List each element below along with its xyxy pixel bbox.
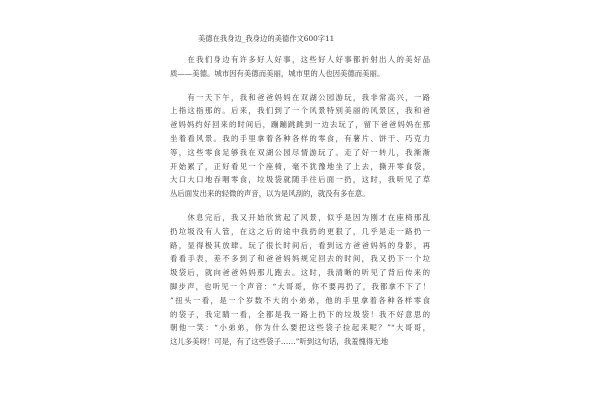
- text-line: 朝他一笑：“小弟弟，你为什么要把这些袋子捡起来呢？”“大哥哥，: [170, 323, 430, 333]
- text-line: 丛后面发出来的轻微的声音，以为是风刮的，就没有多在意。: [170, 189, 370, 199]
- text-line: 在我们身边有许多好人好事，这些好人好事都折射出人的美好品: [170, 55, 430, 64]
- paragraph: [170, 211, 430, 349]
- text-line: 休息完后，我又开始欣赏起了风景，似乎是因为刚才在座椅那乱: [170, 212, 430, 222]
- text-line: 看看手表，差不多到了和爸爸妈妈规定回去的时间，我又扔下一个垃: [170, 254, 430, 264]
- text-line: 上指这指那的。后来，我们到了一个风景特别美丽的风景区，我和爸: [170, 106, 430, 116]
- paragraph: [170, 53, 430, 81]
- text-line: 质——美德。城市因有美德而美丽，城市里的人也因美德而美丽。: [170, 68, 385, 78]
- document-title: 美德在我身边_我身边的美德作文600字11: [198, 34, 335, 43]
- text-line: 大口大口地吞咽零食，垃圾袋就随手往后面一扔，这时，我听见了草: [170, 175, 430, 185]
- text-line: 路，显得极其放肆。玩了很长时间后，看到远方爸爸妈妈的身影，再: [170, 240, 430, 250]
- text-line: 等，这些零食足够我在双湖公园尽情游玩了。走了好一转儿，我渐渐: [170, 147, 430, 157]
- document-body: [170, 53, 430, 349]
- paragraph: [170, 91, 430, 201]
- text-line: 脚步声，也听见一个声音：“大哥哥，你不要再扔了，我都拿不下了！: [170, 281, 430, 291]
- text-line: 这儿多美呀！可是，有了这些袋子……”听到这句话，我羞愧得无地: [170, 337, 389, 347]
- text-line: ”扭头一看，是一个岁数不大的小弟弟，他的手里拿着各种各样零食: [170, 295, 430, 305]
- text-line: 爸妈妈约好回来的时间后，蹦蹦跳跳到一边去玩了，留下爸爸妈妈在那: [170, 120, 430, 130]
- text-line: 有一天下午，我和爸爸妈妈在双湖公园游玩，我非常高兴，一路: [170, 92, 430, 102]
- text-line: 的袋子，我定睛一看，全都是我一路上扔下的垃圾袋！我不好意思的: [170, 309, 430, 319]
- text-line: 扔垃圾没有人管，在这之后的途中我扔的更狠了，几乎是走一路扔一: [170, 226, 430, 236]
- text-line: 坐着看风景。我的手里拿着各种各样的零食，有薯片、饼干、巧克力: [170, 133, 430, 143]
- text-line: 圾袋后，就向爸爸妈妈那儿跑去。这时，我清晰的听见了背后传来的: [170, 268, 430, 278]
- text-line: 开始累了，正好看见一个座椅，毫不犹豫地坐了上去，撕开零食袋，: [170, 161, 430, 171]
